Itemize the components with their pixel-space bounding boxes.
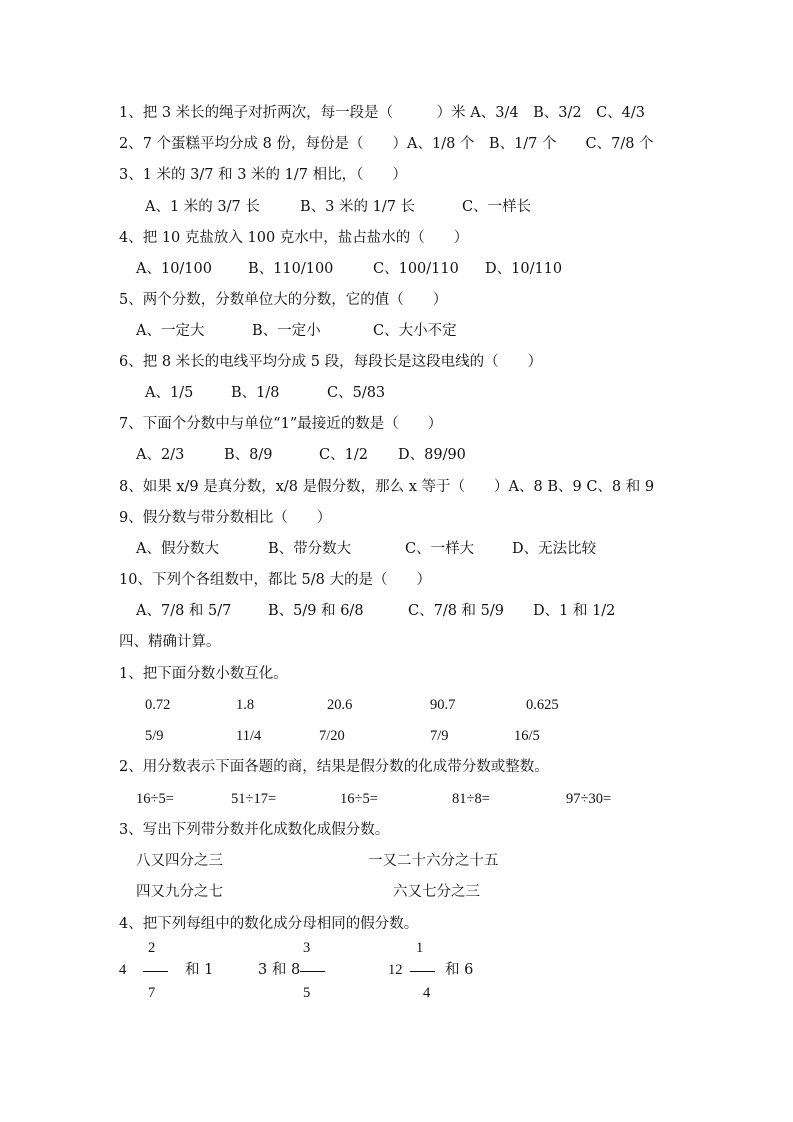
division-item: 16÷5= xyxy=(340,791,378,807)
option-c: C、1/2 xyxy=(319,447,368,463)
option-a: A、2/3 xyxy=(136,447,185,463)
fraction-value: 16/5 xyxy=(514,728,540,744)
decimal-value: 20.6 xyxy=(327,697,353,713)
group-tail: 和 6 xyxy=(445,962,474,978)
option-c: C、100/110 xyxy=(373,261,459,277)
option-b: B、8/9 xyxy=(224,447,273,463)
option-a: A、一定大 xyxy=(136,323,205,339)
denominator: 7 xyxy=(148,985,156,1001)
option-b: B、一定小 xyxy=(252,323,321,339)
option-b: B、1/8 xyxy=(231,385,280,401)
whole-part: 12 xyxy=(388,962,403,978)
option-a: A、假分数大 xyxy=(136,541,219,557)
division-item: 97÷30= xyxy=(566,791,612,807)
mixed-number-item: 八又四分之三 xyxy=(136,853,223,869)
group-tail: 和 1 xyxy=(185,962,214,978)
option-a: A、10/100 xyxy=(136,261,212,277)
option-a: A、1 米的 3/7 长 xyxy=(145,199,260,215)
division-item: 16÷5= xyxy=(136,791,174,807)
question-6: 6、把 8 米长的电线平均分成 5 段，每段长是这段电线的（ ） xyxy=(119,354,543,370)
option-d: D、1 和 1/2 xyxy=(533,603,616,619)
fraction-value: 7/20 xyxy=(319,728,345,744)
problem-4: 4、把下列每组中的数化成分母相同的假分数。 xyxy=(119,916,419,932)
question-10: 10、下列个各组数中，都比 5/8 大的是（ ） xyxy=(119,572,432,588)
option-a: A、1/5 xyxy=(145,385,194,401)
section-heading: 四、精确计算。 xyxy=(119,634,221,650)
decimal-value: 1.8 xyxy=(236,697,255,713)
option-d: D、89/90 xyxy=(398,447,466,463)
fraction-bar xyxy=(300,971,325,972)
fraction-bar xyxy=(410,971,435,972)
question-2: 2、7 个蛋糕平均分成 8 份，每份是（ ）A、1/8 个 B、1/7 个 C、7/8 个 xyxy=(119,136,654,152)
numerator: 2 xyxy=(148,940,156,956)
option-a: A、7/8 和 5/7 xyxy=(136,603,232,619)
option-c: C、5/83 xyxy=(327,385,386,401)
question-3: 3、1 米的 3/7 和 3 米的 1/7 相比，（ ） xyxy=(119,167,407,183)
denominator: 4 xyxy=(423,985,431,1001)
problem-3: 3、写出下列带分数并化成数化成假分数。 xyxy=(119,822,390,838)
mixed-number-item: 一又二十六分之十五 xyxy=(368,853,499,869)
decimal-value: 90.7 xyxy=(430,697,456,713)
option-c: C、一样大 xyxy=(405,541,475,557)
option-d: D、无法比较 xyxy=(512,541,597,557)
option-b: B、3 米的 1/7 长 xyxy=(300,199,416,215)
mixed-number-item: 四又九分之七 xyxy=(136,884,223,900)
whole-part: 4 xyxy=(119,962,127,978)
option-b: B、带分数大 xyxy=(268,541,352,557)
problem-1: 1、把下面分数小数互化。 xyxy=(119,666,288,682)
whole-part: 3 和 8 xyxy=(258,962,301,978)
option-b: B、5/9 和 6/8 xyxy=(268,603,364,619)
division-item: 51÷17= xyxy=(231,791,277,807)
question-1: 1、把 3 米长的绳子对折两次，每一段是（ ）米 A、3/4 B、3/2 C、4/3 xyxy=(119,105,646,121)
fraction-value: 5/9 xyxy=(145,728,164,744)
question-5: 5、两个分数，分数单位大的分数，它的值（ ） xyxy=(119,292,448,308)
numerator: 3 xyxy=(303,940,311,956)
option-c: C、大小不定 xyxy=(373,323,457,339)
question-8: 8、如果 x/9 是真分数，x/8 是假分数，那么 x 等于（ ）A、8 B、9 C、8 和 9 xyxy=(119,479,655,495)
option-b: B、110/100 xyxy=(248,261,334,277)
fraction-bar xyxy=(143,971,168,972)
option-c: C、7/8 和 5/9 xyxy=(408,603,504,619)
fraction-value: 7/9 xyxy=(430,728,449,744)
problem-2: 2、用分数表示下面各题的商，结果是假分数的化成带分数或整数。 xyxy=(119,759,549,775)
question-9: 9、假分数与带分数相比（ ） xyxy=(119,510,332,526)
division-item: 81÷8= xyxy=(452,791,490,807)
mixed-number-item: 六又七分之三 xyxy=(393,884,480,900)
denominator: 5 xyxy=(303,985,311,1001)
question-4: 4、把 10 克盐放入 100 克水中，盐占盐水的（ ） xyxy=(119,230,469,246)
numerator: 1 xyxy=(416,940,424,956)
decimal-value: 0.625 xyxy=(526,697,559,713)
question-7: 7、下面个分数中与单位“1”最接近的数是（ ） xyxy=(119,416,443,432)
decimal-value: 0.72 xyxy=(145,697,171,713)
option-d: D、10/110 xyxy=(485,261,563,277)
option-c: C、一样长 xyxy=(462,199,532,215)
fraction-value: 11/4 xyxy=(236,728,262,744)
